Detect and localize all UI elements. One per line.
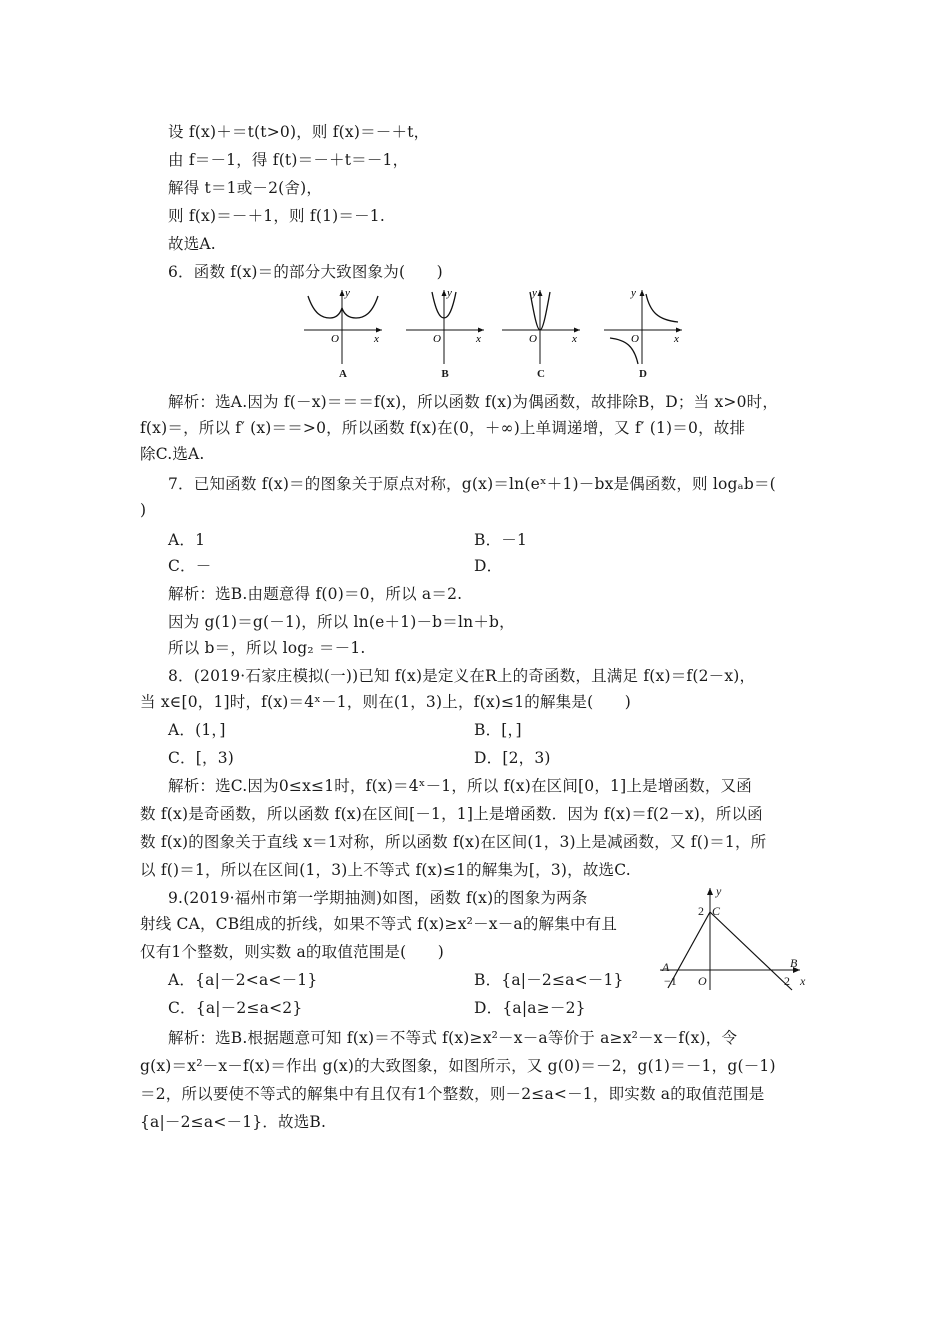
- solution-line: 解析：选A.因为 f(－x)＝＝＝f(x)，所以函数 f(x)为偶函数，故排除B，D；当 x>0时，: [168, 393, 779, 411]
- solution-line: 除C.选A.: [140, 445, 205, 463]
- origin-label: O: [331, 333, 339, 345]
- graph-c-label: C: [537, 368, 545, 380]
- option-d: D．[2，3): [474, 749, 551, 767]
- tick-2-x: 2: [784, 974, 790, 988]
- graph-b: [402, 284, 488, 384]
- question-7: 7．已知函数 f(x)＝的图象关于原点对称，g(x)＝ln(eˣ＋1)－bx是偶函数，则 logₐb＝(: [168, 475, 776, 493]
- graph-d: [600, 284, 686, 384]
- x-axis-label: x: [572, 333, 577, 345]
- graph-d-label: D: [639, 368, 647, 380]
- x-axis-label: x: [674, 333, 679, 345]
- x-axis-label: x: [800, 974, 806, 988]
- option-d: D．: [474, 557, 503, 575]
- solution-line: 以 f()＝1，所以在区间(1，3)上不等式 f(x)≤1的解集为[，3)，故选C.: [140, 861, 631, 879]
- option-c: C．[，3): [168, 749, 235, 767]
- solution-line: 数 f(x)是奇函数，所以函数 f(x)在区间[－1，1]上是增函数．因为 f(x)＝f(2－x)，所以函: [140, 805, 763, 823]
- x-axis-label: x: [374, 333, 379, 345]
- option-b: B．[，]: [474, 721, 522, 739]
- question-7-cont: ): [140, 501, 147, 519]
- option-a: A．(1，]: [168, 721, 226, 739]
- question-9-cont: 射线 CA，CB组成的折线，如果不等式 f(x)≥x²－x－a的解集中有且: [140, 915, 618, 933]
- q9-figure: [660, 884, 810, 994]
- solution-line: 解析：选B.由题意得 f(0)＝0，所以 a＝2.: [168, 585, 463, 603]
- question-9-cont: 仅有1个整数，则实数 a的取值范围是( ): [140, 943, 445, 961]
- option-d: D．{a|a≥－2}: [474, 999, 586, 1017]
- x-axis-label: x: [476, 333, 481, 345]
- point-a-label: A: [662, 960, 670, 974]
- origin-label: O: [529, 333, 537, 345]
- origin-label: O: [631, 333, 639, 345]
- solution-line: 解析：选B.根据题意可知 f(x)＝不等式 f(x)≥x²－x－a等价于 a≥x²－x－f(x)，令: [168, 1029, 738, 1047]
- option-c: C．－: [168, 557, 212, 575]
- y-axis-label: y: [716, 884, 722, 898]
- question-6: 6．函数 f(x)＝的部分大致图象为( ): [168, 263, 443, 281]
- option-b: B．－1: [474, 531, 528, 549]
- solution-line: g(x)＝x²－x－f(x)＝作出 g(x)的大致图象，如图所示，又 g(0)＝－2，g(1)＝－1，g(－1): [140, 1057, 776, 1075]
- graph-a: [300, 284, 386, 384]
- graph-b-label: B: [441, 368, 449, 380]
- solution-line: 所以 b＝，所以 log₂ ＝－1.: [168, 639, 366, 657]
- option-c: C．{a|－2≤a<2}: [168, 999, 303, 1017]
- solution-line: 数 f(x)的图象关于直线 x＝1对称，所以函数 f(x)在区间(1，3)上是减函数，又 f()＝1，所: [140, 833, 767, 851]
- solution-line: 解得 t＝1或－2(舍)，: [168, 179, 323, 197]
- origin-label: O: [433, 333, 441, 345]
- solution-line: 故选A.: [168, 235, 216, 253]
- graph-c: [498, 284, 584, 384]
- solution-line: 由 f＝－1，得 f(t)＝－＋t＝－1，: [168, 151, 409, 169]
- point-b-label: B: [790, 956, 798, 970]
- y-axis-label: y: [447, 287, 452, 299]
- option-a: A．1: [168, 531, 206, 549]
- tick-neg1: −1: [664, 974, 677, 988]
- y-axis-label: y: [532, 287, 537, 299]
- solution-line: {a|－2≤a<－1}．故选B.: [140, 1113, 327, 1131]
- solution-line: f(x)＝，所以 f′ (x)＝＝>0，所以函数 f(x)在(0，＋∞)上单调递增，又 f′ (1)＝0，故排: [140, 419, 746, 437]
- question-9: 9.(2019·福州市第一学期抽测)如图，函数 f(x)的图象为两条: [168, 889, 588, 907]
- question-8-cont: 当 x∈[0，1]时，f(x)＝4ˣ－1，则在(1，3)上，f(x)≤1的解集是( ): [140, 693, 631, 711]
- tick-2-y: 2: [698, 904, 704, 918]
- question-8: 8．(2019·石家庄模拟(一))已知 f(x)是定义在R上的奇函数，且满足 f(x)＝f(2－x)，: [168, 667, 756, 685]
- solution-line: 解析：选C.因为0≤x≤1时，f(x)＝4ˣ－1，所以 f(x)在区间[0，1]上是增函数，又函: [168, 777, 752, 795]
- solution-line: 设 f(x)＋＝t(t>0)，则 f(x)＝－＋t，: [168, 123, 430, 141]
- option-b: B．{a|－2≤a<－1}: [474, 971, 624, 989]
- option-a: A．{a|－2<a<－1}: [168, 971, 318, 989]
- point-c-label: C: [712, 904, 721, 918]
- solution-line: ＝2，所以要使不等式的解集中有且仅有1个整数，则－2≤a<－1，即实数 a的取值范围是: [140, 1085, 765, 1103]
- q6-figures: [300, 284, 690, 384]
- solution-line: 因为 g(1)＝g(－1)，所以 ln(e＋1)－b＝ln＋b，: [168, 613, 515, 631]
- y-axis-label: y: [631, 287, 636, 299]
- y-axis-label: y: [345, 287, 350, 299]
- graph-a-label: A: [339, 368, 347, 380]
- origin-label: O: [698, 974, 707, 988]
- solution-line: 则 f(x)＝－＋1，则 f(1)＝－1.: [168, 207, 385, 225]
